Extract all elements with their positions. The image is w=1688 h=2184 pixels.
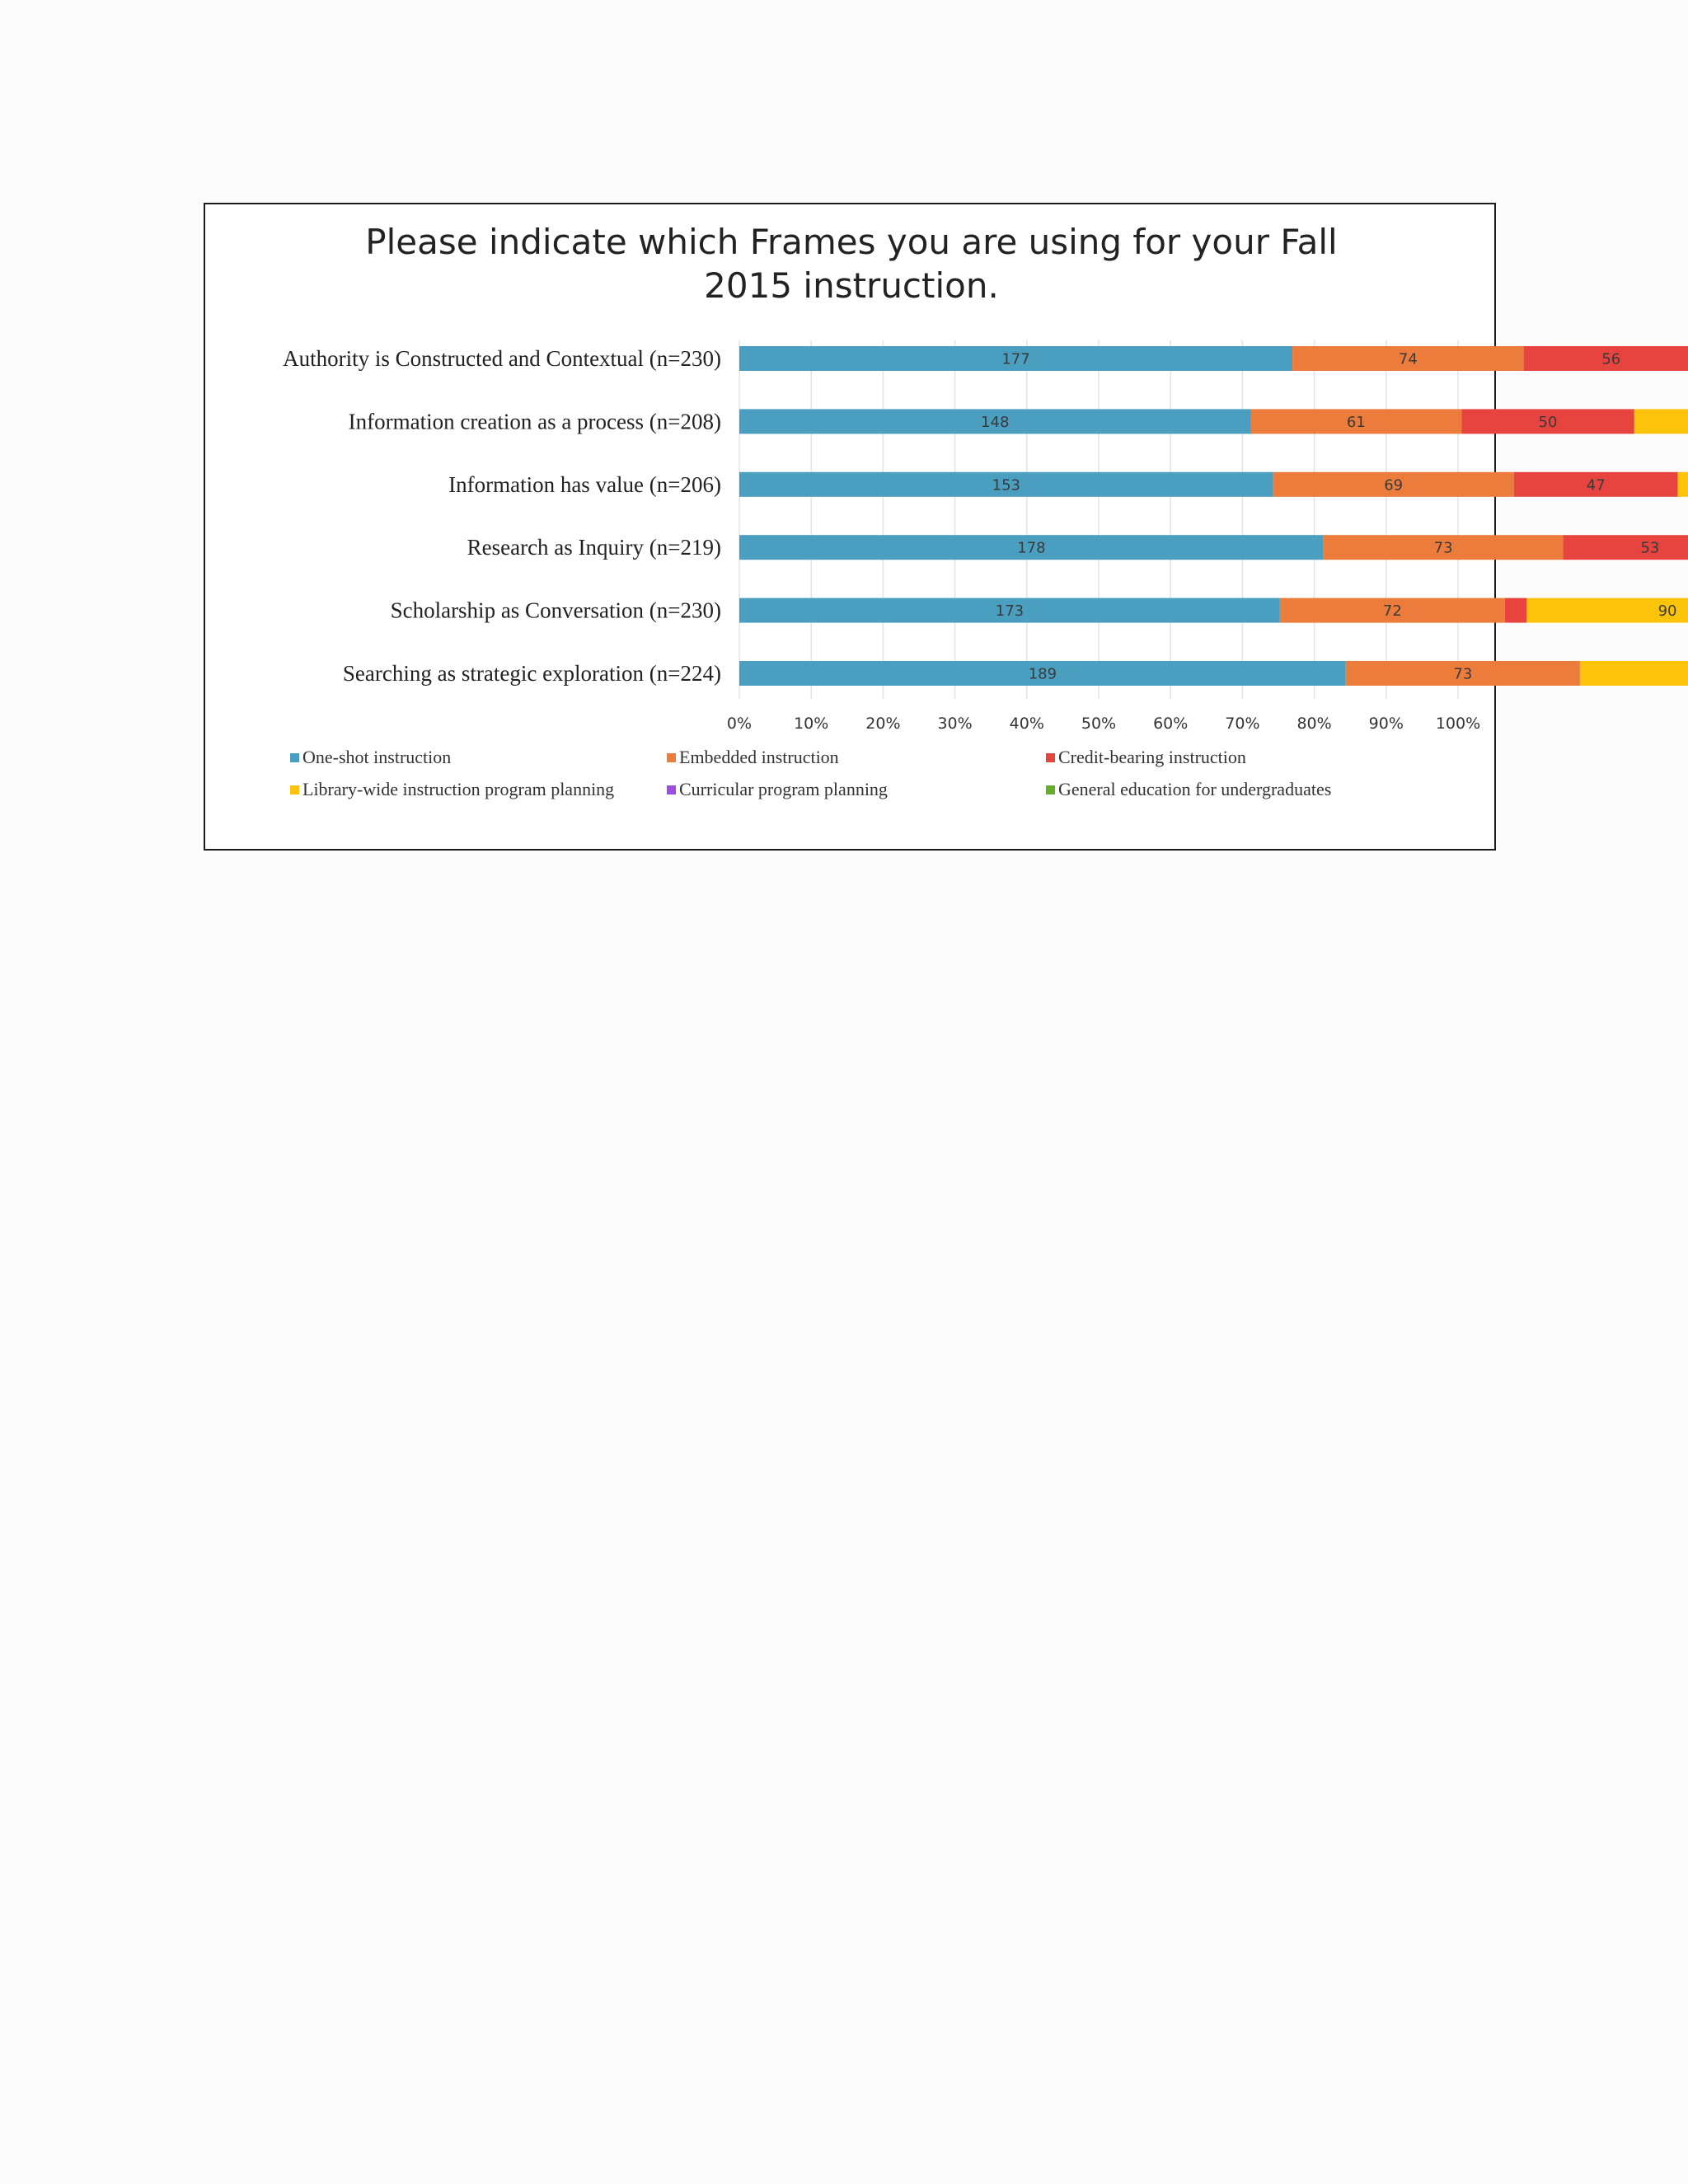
category-label: Research as Inquiry (n=219) <box>467 535 721 560</box>
gridlines <box>739 340 1458 699</box>
category-label: Information has value (n=206) <box>448 471 721 497</box>
bar-segment <box>1563 535 1688 560</box>
bar-data-label: 153 <box>992 476 1021 494</box>
bar-data-label: 61 <box>1346 413 1366 431</box>
bar-data-label: 69 <box>1384 476 1404 494</box>
bar-data-label: 178 <box>1017 539 1046 557</box>
category-label: Scholarship as Conversation (n=230) <box>390 598 721 623</box>
x-tick-label: 40% <box>1009 715 1044 733</box>
bar-data-label: 177 <box>1001 350 1030 368</box>
x-tick-label: 70% <box>1225 715 1260 733</box>
stacked-bar-chart <box>205 204 1677 849</box>
bar-data-label: 50 <box>1538 413 1558 431</box>
bar-data-label: 74 <box>1398 350 1418 368</box>
bar-data-label: 189 <box>1028 665 1057 683</box>
chart-title-line-1: Please indicate which Frames you are using for your Fall <box>365 222 1338 262</box>
category-label: Searching as strategic exploration (n=224) <box>342 661 721 686</box>
legend-label: Library-wide instruction program planning <box>302 779 615 799</box>
x-tick-label: 30% <box>937 715 973 733</box>
bar-segment <box>1505 598 1527 623</box>
bar-data-label: 73 <box>1453 665 1473 683</box>
legend-label: Embedded instruction <box>679 747 839 767</box>
bar-data-label: 90 <box>1658 602 1677 621</box>
legend-label: One-shot instruction <box>302 747 452 767</box>
x-tick-label: 90% <box>1368 715 1404 733</box>
bar-segment <box>1580 661 1688 686</box>
x-tick-label: 0% <box>726 715 753 733</box>
x-tick-label: 20% <box>865 715 901 733</box>
legend-swatch <box>667 785 676 794</box>
x-tick-label: 80% <box>1296 715 1332 733</box>
chart-title-line-2: 2015 instruction. <box>704 265 999 306</box>
bar-segment <box>1634 409 1688 434</box>
legend-swatch <box>1046 785 1055 794</box>
bars <box>739 346 1688 686</box>
bar-data-label: 73 <box>1433 539 1453 557</box>
legend-label: General education for undergraduates <box>1058 779 1332 799</box>
legend-label: Credit-bearing instruction <box>1058 747 1246 767</box>
bar-data-label: 47 <box>1586 476 1606 494</box>
legend-swatch <box>290 785 299 794</box>
legend-swatch <box>1046 753 1055 762</box>
legend-label: Curricular program planning <box>679 779 888 799</box>
legend-swatch <box>667 753 676 762</box>
bar-segment <box>1678 472 1688 497</box>
category-label: Authority is Constructed and Contextual (n=230) <box>283 346 721 371</box>
x-tick-label: 60% <box>1153 715 1189 733</box>
category-label: Information creation as a process (n=208) <box>348 409 721 434</box>
bar-data-label: 173 <box>995 602 1025 621</box>
chart-frame <box>204 203 1677 851</box>
bar-data-label: 72 <box>1382 602 1402 621</box>
x-tick-label: 10% <box>794 715 829 733</box>
category-labels <box>283 346 721 686</box>
bar-data-label: 148 <box>981 413 1010 431</box>
bar-data-label: 56 <box>1601 350 1621 368</box>
legend-swatch <box>290 753 299 762</box>
bar-data-label: 53 <box>1640 539 1660 557</box>
x-axis-ticks <box>727 715 1480 733</box>
x-tick-label: 100% <box>1435 715 1481 733</box>
legend <box>290 747 1331 799</box>
x-tick-label: 50% <box>1081 715 1117 733</box>
